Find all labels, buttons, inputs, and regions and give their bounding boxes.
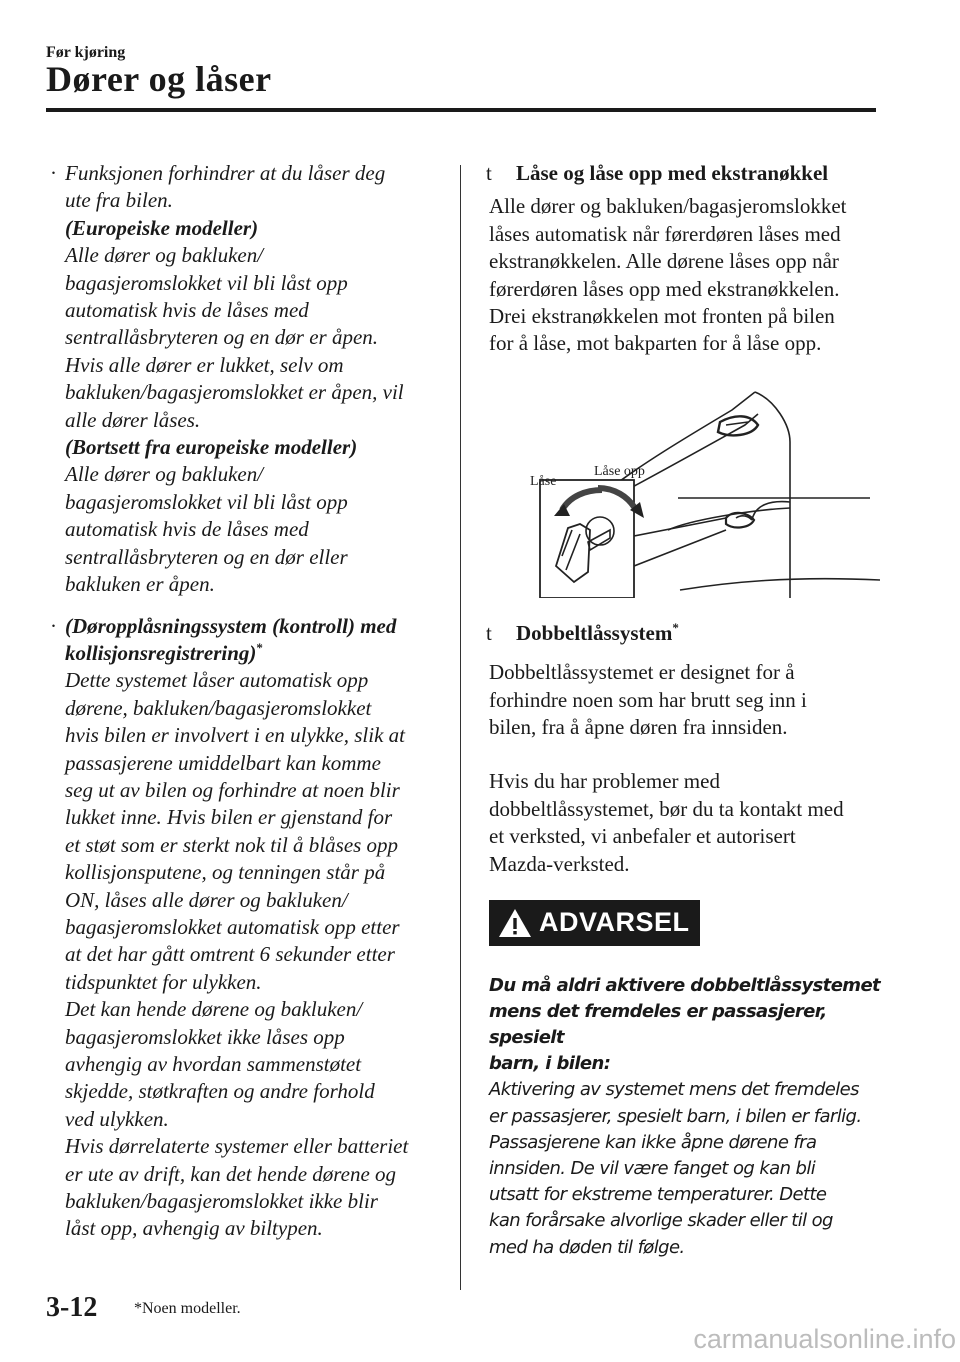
text-line: sentrallåsbryteren og en dør er åpen. — [65, 325, 379, 350]
footnote-marker: * — [672, 619, 679, 635]
non-euro-models-heading: (Bortsett fra europeiske modeller) — [65, 435, 358, 460]
crash-unlock-heading-line2 — [65, 640, 446, 667]
section-label: Før kjøring — [46, 44, 126, 61]
left-column — [46, 160, 446, 1243]
text-line: et verksted, vi anbefaler et autorisert — [489, 824, 796, 849]
text-line: et støt som er sterkt nok til å blåses opp — [65, 832, 399, 857]
text-line: bagasjeromslokket ikke låses opp — [65, 1024, 345, 1049]
text-line: bakluken er åpen. — [65, 572, 215, 597]
text-line: automatisk hvis de låses med — [65, 298, 309, 323]
section-marker-icon: t — [486, 161, 492, 185]
text-line: Alle dører og bakluken/bagasjeromslokket — [489, 194, 847, 219]
bullet-icon: · — [50, 161, 57, 185]
warning-line: er passasjerer, spesielt barn, i bilen er farlig. — [489, 1105, 862, 1127]
spare-key-heading — [484, 160, 884, 187]
warning-badge — [489, 900, 700, 946]
text-line: automatisk hvis de låses med — [65, 517, 309, 542]
text-line: dørene, bakluken/bagasjeromslokket — [65, 695, 372, 720]
page-number: 3-12 — [46, 1292, 98, 1323]
text-line: at det har gått omtrent 6 sekunder etter — [65, 942, 395, 967]
text-line: kollisjonsputene, og tenningen står på — [65, 860, 386, 885]
text-line: er ute av drift, kan det hende dørene og — [65, 1161, 397, 1186]
heading-text: kollisjonsregistrering) — [65, 640, 257, 665]
text-line: lukket inne. Hvis bilen er gjenstand for — [65, 805, 393, 830]
bullet-child-lock-prevention — [46, 160, 446, 599]
text-line: ON, låses alle dører og bakluken/ — [65, 887, 348, 912]
lock-direction-label: Låse — [530, 473, 557, 489]
text-line: alle dører låses. — [65, 407, 201, 432]
warning-line: kan forårsake alvorlige skader eller til og — [489, 1210, 833, 1232]
right-column — [484, 160, 884, 1261]
text-line: bakluken/bagasjeromslokket er åpen, vil — [65, 380, 404, 405]
warning-line: Passasjerene kan ikke åpne dørene fra — [489, 1131, 817, 1153]
euro-models-heading: (Europeiske modeller) — [65, 215, 259, 240]
text-line: skjedde, støtkraften og andre forhold — [65, 1079, 375, 1104]
warning-bold-line: mens det fremdeles er passasjerer, spesielt — [489, 1000, 827, 1048]
text-line: Funksjonen forhindrer at du låser deg — [65, 161, 386, 185]
text-line: Alle dører og bakluken/ — [65, 243, 264, 268]
warning-line: Aktivering av systemet mens det fremdeles — [489, 1079, 859, 1101]
text-line: låses automatisk når førerdøren låses med — [489, 221, 841, 246]
text-line: bakluken/bagasjeromslokket ikke blir — [65, 1189, 378, 1214]
text-line: ved ulykken. — [65, 1106, 169, 1131]
footnote: *Noen modeller. — [134, 1300, 241, 1317]
text-line: Hvis alle dører er lukket, selv om — [65, 352, 344, 377]
double-lock-paragraph-2 — [484, 768, 884, 878]
text-line: ute fra bilen. — [65, 188, 173, 213]
page-title: Dører og låser — [46, 59, 272, 99]
text-line: Det kan hende dørene og bakluken/ — [65, 997, 363, 1022]
bullet-icon: · — [50, 613, 57, 638]
section-marker-icon: t — [486, 620, 492, 645]
text-line: dobbeltlåssystemet, bør du ta kontakt med — [489, 796, 844, 821]
text-line: bagasjeromslokket automatisk opp etter — [65, 914, 400, 939]
text-line: Dobbeltlåssystemet er designet for å — [489, 660, 795, 685]
text-line: Dette systemet låser automatisk opp — [65, 668, 369, 693]
warning-badge-label: ADVARSEL — [539, 907, 690, 938]
heading-text: Låse og låse opp med ekstranøkkel — [516, 161, 829, 185]
door-key-illustration — [490, 370, 880, 598]
text-line: førerdøren låses opp med ekstranøkkelen. — [489, 276, 840, 301]
warning-text — [484, 973, 884, 1261]
text-line: forhindre noen som har brutt seg inn i — [489, 687, 807, 712]
warning-triangle-icon — [497, 907, 533, 939]
warning-bold-line: Du må aldri aktivere dobbeltlåssystemet — [489, 974, 881, 996]
text-line: ekstranøkkelen. Alle dørene låses opp når — [489, 249, 839, 274]
watermark: carmanualsonline.info — [693, 1324, 956, 1354]
text-line: Drei ekstranøkkelen mot fronten på bilen — [489, 304, 835, 329]
double-lock-paragraph-1 — [484, 659, 884, 741]
text-line: for å låse, mot bakparten for å låse opp. — [489, 331, 822, 356]
double-lock-heading — [484, 620, 884, 647]
text-line: passasjerene umiddelbart kan komme — [65, 750, 381, 775]
heading-text: Dobbeltlåssystem — [516, 620, 673, 645]
text-line: bagasjeromslokket vil bli låst opp — [65, 489, 348, 514]
spare-key-paragraph — [484, 193, 884, 357]
warning-line: innsiden. De vil være fanget og kan bli — [489, 1157, 816, 1179]
text-line: bilen, fra å åpne døren fra innsiden. — [489, 715, 788, 740]
bullet-crash-unlock-system — [46, 613, 446, 1243]
text-line: seg ut av bilen og forhindre at noen blir — [65, 777, 400, 802]
text-line: hvis bilen er involvert i en ulykke, slik at — [65, 723, 405, 748]
crash-unlock-heading-line1: (Døropplåsningssystem (kontroll) med — [65, 613, 397, 638]
text-line: tidspunktet for ulykken. — [65, 969, 262, 994]
text-line: Alle dører og bakluken/ — [65, 462, 264, 487]
warning-bold-line: barn, i bilen: — [489, 1053, 611, 1075]
text-line: Hvis du har problemer med — [489, 769, 720, 794]
text-line: Hvis dørrelaterte systemer eller batteriet — [65, 1134, 409, 1159]
text-line: låst opp, avhengig av biltypen. — [65, 1216, 323, 1241]
warning-line: utsatt for ekstreme temperaturer. Dette — [489, 1184, 827, 1206]
text-line: sentrallåsbryteren og en dør eller — [65, 544, 348, 569]
header-rule — [46, 108, 876, 112]
column-divider — [460, 165, 461, 1290]
warning-line: med ha døden til følge. — [489, 1236, 685, 1258]
text-line: Mazda-verksted. — [489, 851, 630, 876]
unlock-direction-label: Låse opp — [594, 463, 645, 479]
text-line: bagasjeromslokket vil bli låst opp — [65, 270, 348, 295]
text-line: avhengig av hvordan sammenstøtet — [65, 1052, 362, 1076]
footnote-marker: * — [256, 639, 263, 655]
